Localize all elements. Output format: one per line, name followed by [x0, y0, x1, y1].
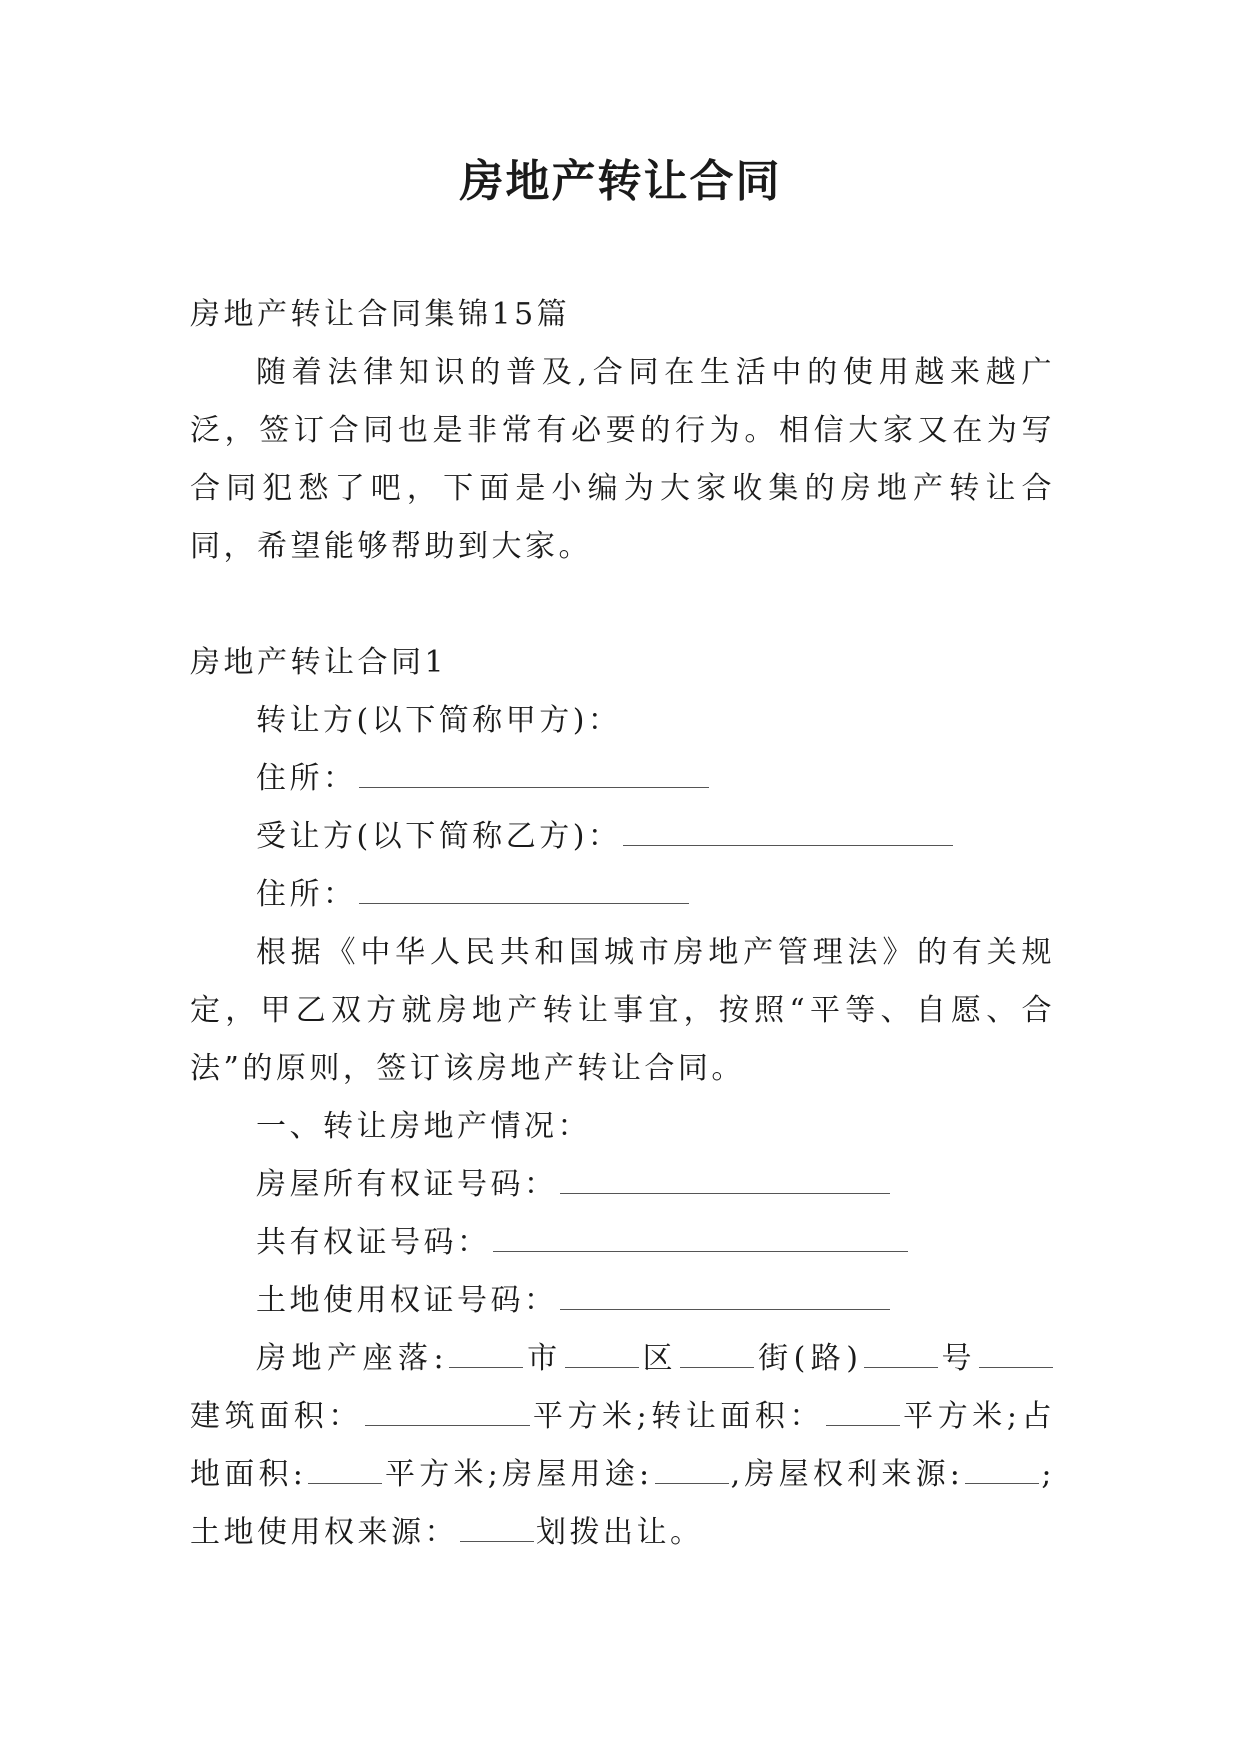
building-area-blank	[365, 1391, 530, 1426]
street-label: 街(路)	[756, 1341, 862, 1376]
transferee-label: 受让方(以下简称乙方)：	[256, 819, 622, 854]
transferee-line	[190, 808, 1055, 866]
land-source-tail: 划拨出让。	[536, 1515, 704, 1550]
location-and-area-paragraph	[190, 1330, 1055, 1562]
city-blank	[449, 1333, 523, 1368]
land-area-label: 占地面积:	[190, 1399, 1056, 1492]
number-blank	[864, 1333, 938, 1368]
address-label: 住所：	[256, 877, 357, 912]
address-label: 住所：	[256, 761, 357, 796]
document-title: 房地产转让合同	[459, 156, 782, 207]
semicolon: ;	[1041, 1457, 1056, 1492]
transferee-name-blank	[623, 811, 953, 846]
land-use-cert-label: 土地使用权证号码：	[256, 1283, 558, 1318]
document-body	[190, 286, 1055, 1562]
land-use-cert-blank	[560, 1275, 890, 1310]
land-source-blank	[460, 1507, 534, 1542]
transferor-label: 转让方(以下简称甲方)：	[256, 703, 622, 738]
co-ownership-cert-line	[190, 1214, 1055, 1272]
co-ownership-cert-label: 共有权证号码：	[256, 1225, 491, 1260]
number-label: 号	[939, 1341, 978, 1376]
sqm-unit: 平方米;	[902, 1399, 1021, 1434]
basis-paragraph: 根据《中华人民共和国城市房地产管理法》的有关规定，甲乙双方就房地产转让事宜，按照“平等、自愿、合法”的原则，签订该房地产转让合同。	[190, 935, 1055, 1086]
co-ownership-cert-blank	[493, 1217, 908, 1252]
building-area-label: 建筑面积：	[190, 1399, 363, 1434]
location-label: 房地产座落:	[256, 1341, 448, 1376]
sqm-unit: 平方米;	[531, 1399, 651, 1434]
rights-source-blank	[965, 1449, 1039, 1484]
transferee-address-line	[190, 866, 1055, 924]
city-label: 市	[525, 1341, 563, 1376]
transfer-area-blank	[826, 1391, 900, 1426]
street-blank	[680, 1333, 754, 1368]
land-source-label: 土地使用权来源：	[190, 1515, 458, 1550]
transferee-address-blank	[359, 869, 689, 904]
district-blank	[565, 1333, 639, 1368]
transfer-area-label: 转让面积：	[650, 1399, 825, 1434]
clause-heading: 一、转让房地产情况：	[256, 1109, 591, 1144]
intro-paragraph: 随着法律知识的普及,合同在生活中的使用越来越广泛，签订合同也是非常有必要的行为。相信大家又在为写合同犯愁了吧，下面是小编为大家收集的房地产转让合同，希望能够帮助到大家。	[190, 355, 1055, 564]
transferor-address-blank	[359, 753, 709, 788]
section-heading: 房地产转让合同1	[190, 645, 448, 680]
rights-source-label: ,房屋权利来源:	[730, 1457, 964, 1492]
land-area-blank	[308, 1449, 382, 1484]
transferor-address-line	[190, 750, 1055, 808]
usage-label: 房屋用途:	[501, 1457, 653, 1492]
land-use-cert-line	[190, 1272, 1055, 1330]
paragraph-gap	[190, 576, 1055, 634]
trailing-blank	[979, 1333, 1053, 1368]
usage-blank	[655, 1449, 729, 1484]
sqm-unit: 平方米;	[384, 1457, 502, 1492]
ownership-cert-line	[190, 1156, 1055, 1214]
ownership-cert-blank	[560, 1159, 890, 1194]
ownership-cert-label: 房屋所有权证号码：	[256, 1167, 558, 1202]
district-label: 区	[640, 1341, 679, 1376]
document-subtitle: 房地产转让合同集锦15篇	[190, 297, 571, 332]
transferor-line	[190, 692, 1055, 750]
